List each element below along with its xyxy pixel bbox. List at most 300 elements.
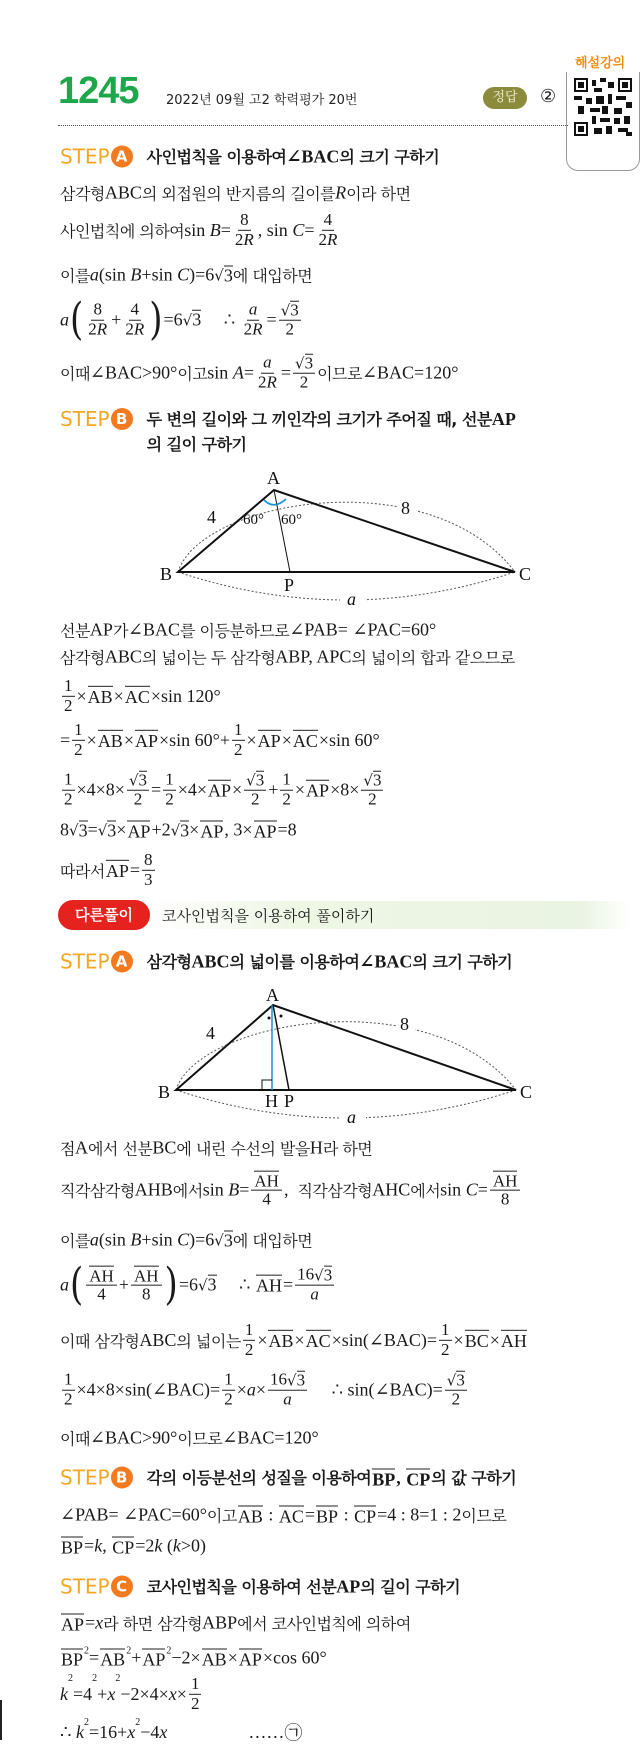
step-label: STEP (60, 1465, 110, 1490)
math-text: 2 (250, 789, 260, 809)
numerator (163, 771, 176, 791)
math-text: = (151, 779, 162, 800)
fraction (439, 1321, 452, 1359)
math-variable: A (232, 362, 244, 383)
math-text: ∠BAC>90° (89, 362, 178, 383)
math-text: ABP (202, 1612, 238, 1633)
fraction (123, 301, 146, 339)
text: 의 외접원의 반지름의 길이를 (141, 184, 336, 204)
angle-arc-icon (264, 499, 286, 505)
label-ab-length: 4 (206, 1023, 215, 1043)
math-text: ∴ (216, 1274, 255, 1295)
square-root (69, 820, 88, 840)
fraction (279, 301, 301, 340)
label-p: P (284, 1091, 295, 1111)
math-text: , 3× (224, 819, 253, 840)
math-text: , (283, 1179, 298, 1200)
math-variable: B (228, 1179, 240, 1200)
radical-sign-icon: √ (446, 1372, 457, 1391)
math-text: + (268, 779, 279, 800)
step-letter-badge: A (111, 146, 133, 168)
math-text: A (74, 1137, 88, 1158)
numerator (247, 301, 260, 321)
text: 선분 (60, 621, 90, 641)
text: 의 넓이를 이용하여 (229, 952, 360, 972)
numerator (490, 1171, 521, 1191)
math-text: ∠BAC=120° (222, 1427, 319, 1448)
math-text: × (189, 819, 200, 840)
math-variable: k (75, 1721, 84, 1742)
math-text: =6 (178, 1274, 198, 1295)
fraction (86, 1266, 117, 1305)
math-text: = (85, 1612, 96, 1633)
step-label: STEP (60, 1574, 110, 1599)
math-text: 2 (64, 695, 73, 715)
text: 이고 (206, 1506, 237, 1526)
label-a: A (266, 985, 279, 1005)
radical-sign-icon: √ (363, 772, 373, 791)
math-text: +sin (141, 1229, 178, 1250)
math-variable: B (130, 264, 142, 285)
qr-code-box[interactable] (566, 72, 640, 171)
math-text: 2 (125, 319, 134, 339)
denominator (86, 321, 109, 340)
math-text: = (304, 1504, 316, 1525)
math-text: AHC (372, 1179, 411, 1200)
header-divider (58, 125, 568, 126)
math-text: + (111, 309, 122, 330)
denominator (450, 1391, 463, 1410)
math-text: ∠PAB= ∠PAC=60° (289, 619, 437, 640)
math-text: BC (152, 1137, 177, 1158)
math-text: >0) (180, 1535, 207, 1556)
math-text: 2 (190, 1693, 200, 1713)
alt-step-b-heading (60, 1466, 516, 1491)
radicand: 3 (180, 820, 190, 841)
math-text: × (489, 1329, 500, 1350)
fraction (268, 1371, 307, 1410)
math-text: × (116, 819, 127, 840)
text: 삼각형 (60, 648, 105, 668)
segment-overline: AB (201, 1649, 227, 1669)
step-title (147, 1466, 517, 1491)
square-root (214, 265, 233, 285)
text: 사인법칙을 이용하여 (146, 147, 287, 167)
angle-mark-dot (280, 1015, 283, 1018)
segment-overline: AP (238, 1649, 262, 1669)
radicand: 3 (223, 265, 233, 286)
label-angle-pab: 60° (243, 512, 264, 528)
math-variable: R (266, 372, 277, 392)
solution-line (60, 1536, 206, 1557)
math-text: 2 (257, 372, 267, 392)
math-text: ×sin 120° (150, 685, 221, 706)
math-text: 1 (64, 1369, 73, 1389)
text: 라 하면 삼각형 (103, 1614, 203, 1634)
math-text: × (176, 1683, 187, 1704)
qr-code-icon[interactable] (574, 78, 632, 136)
math-text: = (304, 219, 315, 240)
segment-overline: CP (354, 1506, 377, 1526)
math-variable: k (60, 1683, 68, 1704)
math-text: × (227, 1647, 238, 1668)
math-variable: a (89, 1229, 99, 1250)
math-text: 2 (133, 789, 143, 809)
denominator (316, 231, 339, 250)
denominator (95, 1286, 108, 1305)
math-text: ABP, APC (275, 646, 352, 667)
solution-line (60, 1427, 319, 1450)
denominator (62, 791, 75, 810)
math-text: 8 (142, 1284, 151, 1304)
square-root (171, 820, 190, 840)
fraction (280, 771, 293, 809)
math-text: = (477, 1179, 488, 1200)
math-text: + (131, 1647, 142, 1668)
denominator (243, 1341, 256, 1360)
denominator (439, 1341, 452, 1360)
denominator (62, 697, 75, 716)
math-text: 2 (165, 789, 174, 809)
denominator (62, 1391, 75, 1410)
math-text: …… (167, 1721, 285, 1742)
fraction (131, 1266, 162, 1305)
math-text: 1 (282, 769, 291, 789)
square-root (183, 310, 202, 330)
triangle-abc (178, 490, 515, 572)
fraction (361, 771, 383, 810)
radical-sign-icon: √ (197, 1276, 208, 1295)
denominator (123, 321, 146, 340)
math-variable: R (96, 319, 108, 339)
math-text: ×8× (330, 779, 360, 800)
segment-overline: AH (492, 1171, 518, 1191)
math-variable: B (209, 219, 221, 240)
text: 의 넓이는 (176, 1331, 241, 1351)
math-text: sin (202, 1179, 229, 1200)
fraction (244, 771, 266, 810)
denominator (499, 1191, 512, 1210)
radical-sign-icon: √ (69, 821, 79, 840)
step-title (147, 1575, 461, 1600)
math-text: (sin (98, 1229, 131, 1250)
step-letter-badge: A (111, 951, 133, 973)
fraction (86, 301, 109, 339)
square-root (447, 1371, 465, 1390)
text: 의 길이 구하기 (146, 435, 247, 454)
text: 에서 코사인법칙에 의하여 (237, 1614, 411, 1634)
math-text: ×4× (177, 779, 207, 800)
superscript: 2 (126, 1645, 132, 1657)
math-variable: C (292, 219, 305, 240)
radical-sign-icon: √ (97, 821, 108, 840)
denominator (366, 791, 379, 810)
math-text: 1 (74, 719, 83, 739)
numerator (131, 1266, 162, 1286)
math-text: 2 (243, 319, 253, 339)
solution-line (60, 1645, 327, 1669)
label-ac-length: 8 (400, 1014, 409, 1034)
left-paren-icon: ( (70, 294, 84, 346)
lecture-label: 해설강의 (575, 56, 626, 71)
text: 에 대입하면 (232, 266, 313, 286)
math-text: 3 (144, 869, 153, 889)
numerator (244, 771, 266, 791)
math-text: ×4×8×sin(∠BAC)= (76, 1379, 221, 1400)
math-text: ( (162, 1535, 173, 1556)
denominator (142, 871, 155, 890)
solution-line (60, 1371, 469, 1410)
segment-overline: AP (253, 821, 277, 841)
superscript: 2 (166, 1645, 172, 1657)
solution-line (60, 820, 297, 841)
math-text: + (97, 1683, 108, 1704)
math-text: ∴ sin(∠BAC)= (309, 1379, 443, 1400)
square-root (214, 1230, 233, 1250)
segment-overline: AH (254, 1171, 279, 1191)
math-text: 2 (74, 739, 83, 759)
alt-solution-title: 코사인법칙을 이용하여 풀이하기 (162, 907, 375, 925)
denominator (189, 1695, 202, 1714)
fraction (127, 771, 149, 810)
math-text: 2 (299, 372, 309, 392)
math-text: )=6 (189, 1229, 215, 1250)
text: 를 이등분하므로 (180, 621, 290, 641)
math-variable: C (177, 1229, 190, 1250)
math-text: ABC (191, 951, 230, 972)
math-text: 2 (368, 789, 377, 809)
numerator (238, 211, 251, 231)
math-text: =6 (163, 309, 183, 330)
text: 이므로 (317, 364, 362, 384)
solution-line (60, 264, 312, 287)
math-text: = (280, 362, 292, 383)
label-a: A (267, 468, 280, 488)
right-angle-icon (262, 1080, 272, 1090)
math-text: ABC (139, 1329, 177, 1350)
math-text: 8 (144, 849, 153, 869)
radicand: 3 (138, 770, 148, 790)
superscript: 2 (135, 1717, 141, 1728)
math-text: ㉠ (284, 1723, 303, 1743)
math-text: 1 (64, 769, 73, 789)
math-text: × (281, 729, 292, 750)
text: 이를 (60, 1231, 90, 1251)
segment-overline: AC (124, 687, 150, 707)
denominator (256, 374, 279, 393)
solution-line (60, 354, 458, 393)
math-variable: x (168, 1683, 177, 1704)
numerator (232, 721, 245, 741)
text: 의 값 구하기 (431, 1468, 517, 1488)
math-variable: R (133, 319, 145, 339)
text: 이때 (60, 1429, 90, 1449)
math-text: 2 (451, 1389, 461, 1409)
fraction (232, 721, 245, 759)
denominator (222, 1391, 235, 1410)
segment-overline: BP (61, 1649, 84, 1669)
math-text: ×sin 60° (318, 729, 380, 750)
math-text: = (220, 219, 231, 240)
numerator (280, 771, 293, 791)
segment-overline: AB (100, 1649, 126, 1669)
numerator (261, 354, 274, 374)
math-text: 8 (500, 1189, 510, 1209)
radicand: 3 (78, 820, 88, 841)
square-root (314, 1266, 332, 1285)
math-variable: a (248, 299, 258, 319)
radicand: 3 (255, 770, 265, 790)
radicand: 3 (192, 310, 202, 331)
math-text: 1 (165, 769, 174, 789)
math-variable: a (60, 309, 69, 330)
text: 따라서 (60, 861, 105, 881)
math-variable: x (159, 1721, 168, 1742)
math-variable: a (89, 264, 99, 285)
right-paren-icon: ) (149, 294, 163, 346)
denominator (281, 1391, 294, 1410)
math-variable: a (283, 1389, 292, 1409)
problem-source: 2022년 09월 고2 학력평가 20번 (166, 93, 358, 108)
fraction (62, 771, 75, 809)
math-text: × (86, 729, 97, 750)
radical-sign-icon: √ (295, 355, 305, 374)
math-text: × (123, 729, 134, 750)
math-text: × (113, 685, 124, 706)
math-text: + (118, 1274, 129, 1295)
radical-sign-icon: √ (128, 772, 139, 791)
denominator (132, 791, 145, 810)
label-b: B (160, 564, 173, 584)
denominator (233, 231, 256, 250)
text: 이므로 (177, 1429, 223, 1449)
math-text: ∠BAC (286, 146, 340, 167)
math-variable: R (326, 229, 338, 249)
math-text: =4 : 8=1 : 2 (377, 1504, 462, 1525)
math-text: 1 (441, 1319, 450, 1339)
math-text: × (246, 729, 257, 750)
numerator (62, 771, 75, 791)
angle-mark-dot (268, 1017, 271, 1020)
math-text: = (60, 729, 71, 750)
fraction (163, 771, 176, 809)
radicand: 3 (372, 770, 382, 790)
superscript: 2 (83, 1717, 89, 1728)
math-text: = (282, 1274, 294, 1295)
math-text: 2 (244, 1339, 254, 1359)
segment-overline: AC (305, 1331, 331, 1351)
solution-line (60, 1719, 302, 1745)
square-root (287, 1371, 305, 1390)
step-label: STEP (60, 949, 110, 974)
math-text: AP (89, 619, 113, 640)
math-text: +sin (141, 264, 178, 285)
fraction (490, 1171, 521, 1210)
label-ac-length: 8 (401, 498, 410, 518)
text: 사인법칙에 의하여 (60, 221, 185, 241)
step-title (147, 145, 440, 170)
segment-overline: AP (105, 861, 129, 881)
text: 에 대입하면 (232, 1231, 313, 1251)
solution-line (60, 1672, 203, 1713)
fraction (62, 1371, 75, 1409)
math-text: × (236, 1379, 247, 1400)
page-edge-mark (0, 1700, 2, 1740)
radical-sign-icon: √ (170, 821, 181, 840)
math-variable: x (127, 1721, 136, 1742)
radicand: 3 (207, 1275, 217, 1296)
text: 에서 (172, 1181, 203, 1201)
math-variable: B (130, 1229, 142, 1250)
solution-line (60, 1321, 528, 1359)
math-text: ×sin(∠BAC)= (331, 1329, 438, 1350)
solution-line (60, 1259, 336, 1311)
math-text: × (294, 779, 306, 800)
math-variable: C (465, 1179, 478, 1200)
math-text: 1 (234, 719, 243, 739)
math-text: )=6 (189, 264, 215, 285)
text: 라 하면 (322, 1139, 373, 1159)
solution-line (60, 211, 341, 249)
math-text: =8 (277, 819, 297, 840)
segment-ap (273, 1005, 289, 1090)
fraction (293, 354, 315, 393)
math-text: × (257, 1329, 268, 1350)
text: 이고 (177, 364, 208, 384)
math-text: : (339, 1504, 354, 1525)
label-b: B (158, 1082, 171, 1102)
math-text: 16 (297, 1264, 315, 1284)
math-variable: a (310, 1284, 319, 1304)
segment-overline: AC (292, 731, 318, 751)
text: 삼각형 (60, 184, 105, 204)
math-text: = (87, 819, 98, 840)
label-h: H (265, 1091, 278, 1111)
superscript: 2 (84, 1645, 90, 1657)
math-text: = (239, 1179, 250, 1200)
alt-solution-badge: 다른풀이 (58, 900, 150, 930)
text: 이때 (60, 364, 90, 384)
math-text: AP (491, 409, 516, 429)
step-letter-badge: C (111, 1576, 133, 1598)
text: 의 넓이의 합과 같으므로 (351, 648, 515, 668)
math-text: ∠BAC=120° (361, 362, 459, 383)
solution-line (60, 294, 303, 346)
math-text: = (84, 1535, 95, 1556)
math-text: , (102, 1535, 112, 1556)
segment-overline: AP (134, 731, 158, 751)
text: 의 크기 구하기 (412, 952, 513, 972)
numerator (243, 1321, 256, 1341)
math-variable: R (243, 229, 254, 249)
fraction (233, 211, 256, 249)
math-variable: C (177, 264, 190, 285)
math-variable: R (335, 182, 347, 203)
numerator (322, 211, 335, 231)
math-text: AP (336, 1576, 361, 1597)
triangle-abc (176, 1005, 516, 1090)
text: 에 내린 수선의 발을 (176, 1139, 310, 1159)
math-text: = (129, 859, 141, 880)
left-paren-icon: ( (70, 1259, 84, 1311)
denominator (280, 791, 293, 810)
square-root (363, 771, 381, 790)
math-text: 2 (88, 319, 97, 339)
text: 에서 (410, 1181, 441, 1201)
solution-line (60, 771, 385, 810)
numerator (361, 771, 383, 791)
math-text: , sin (257, 219, 293, 240)
